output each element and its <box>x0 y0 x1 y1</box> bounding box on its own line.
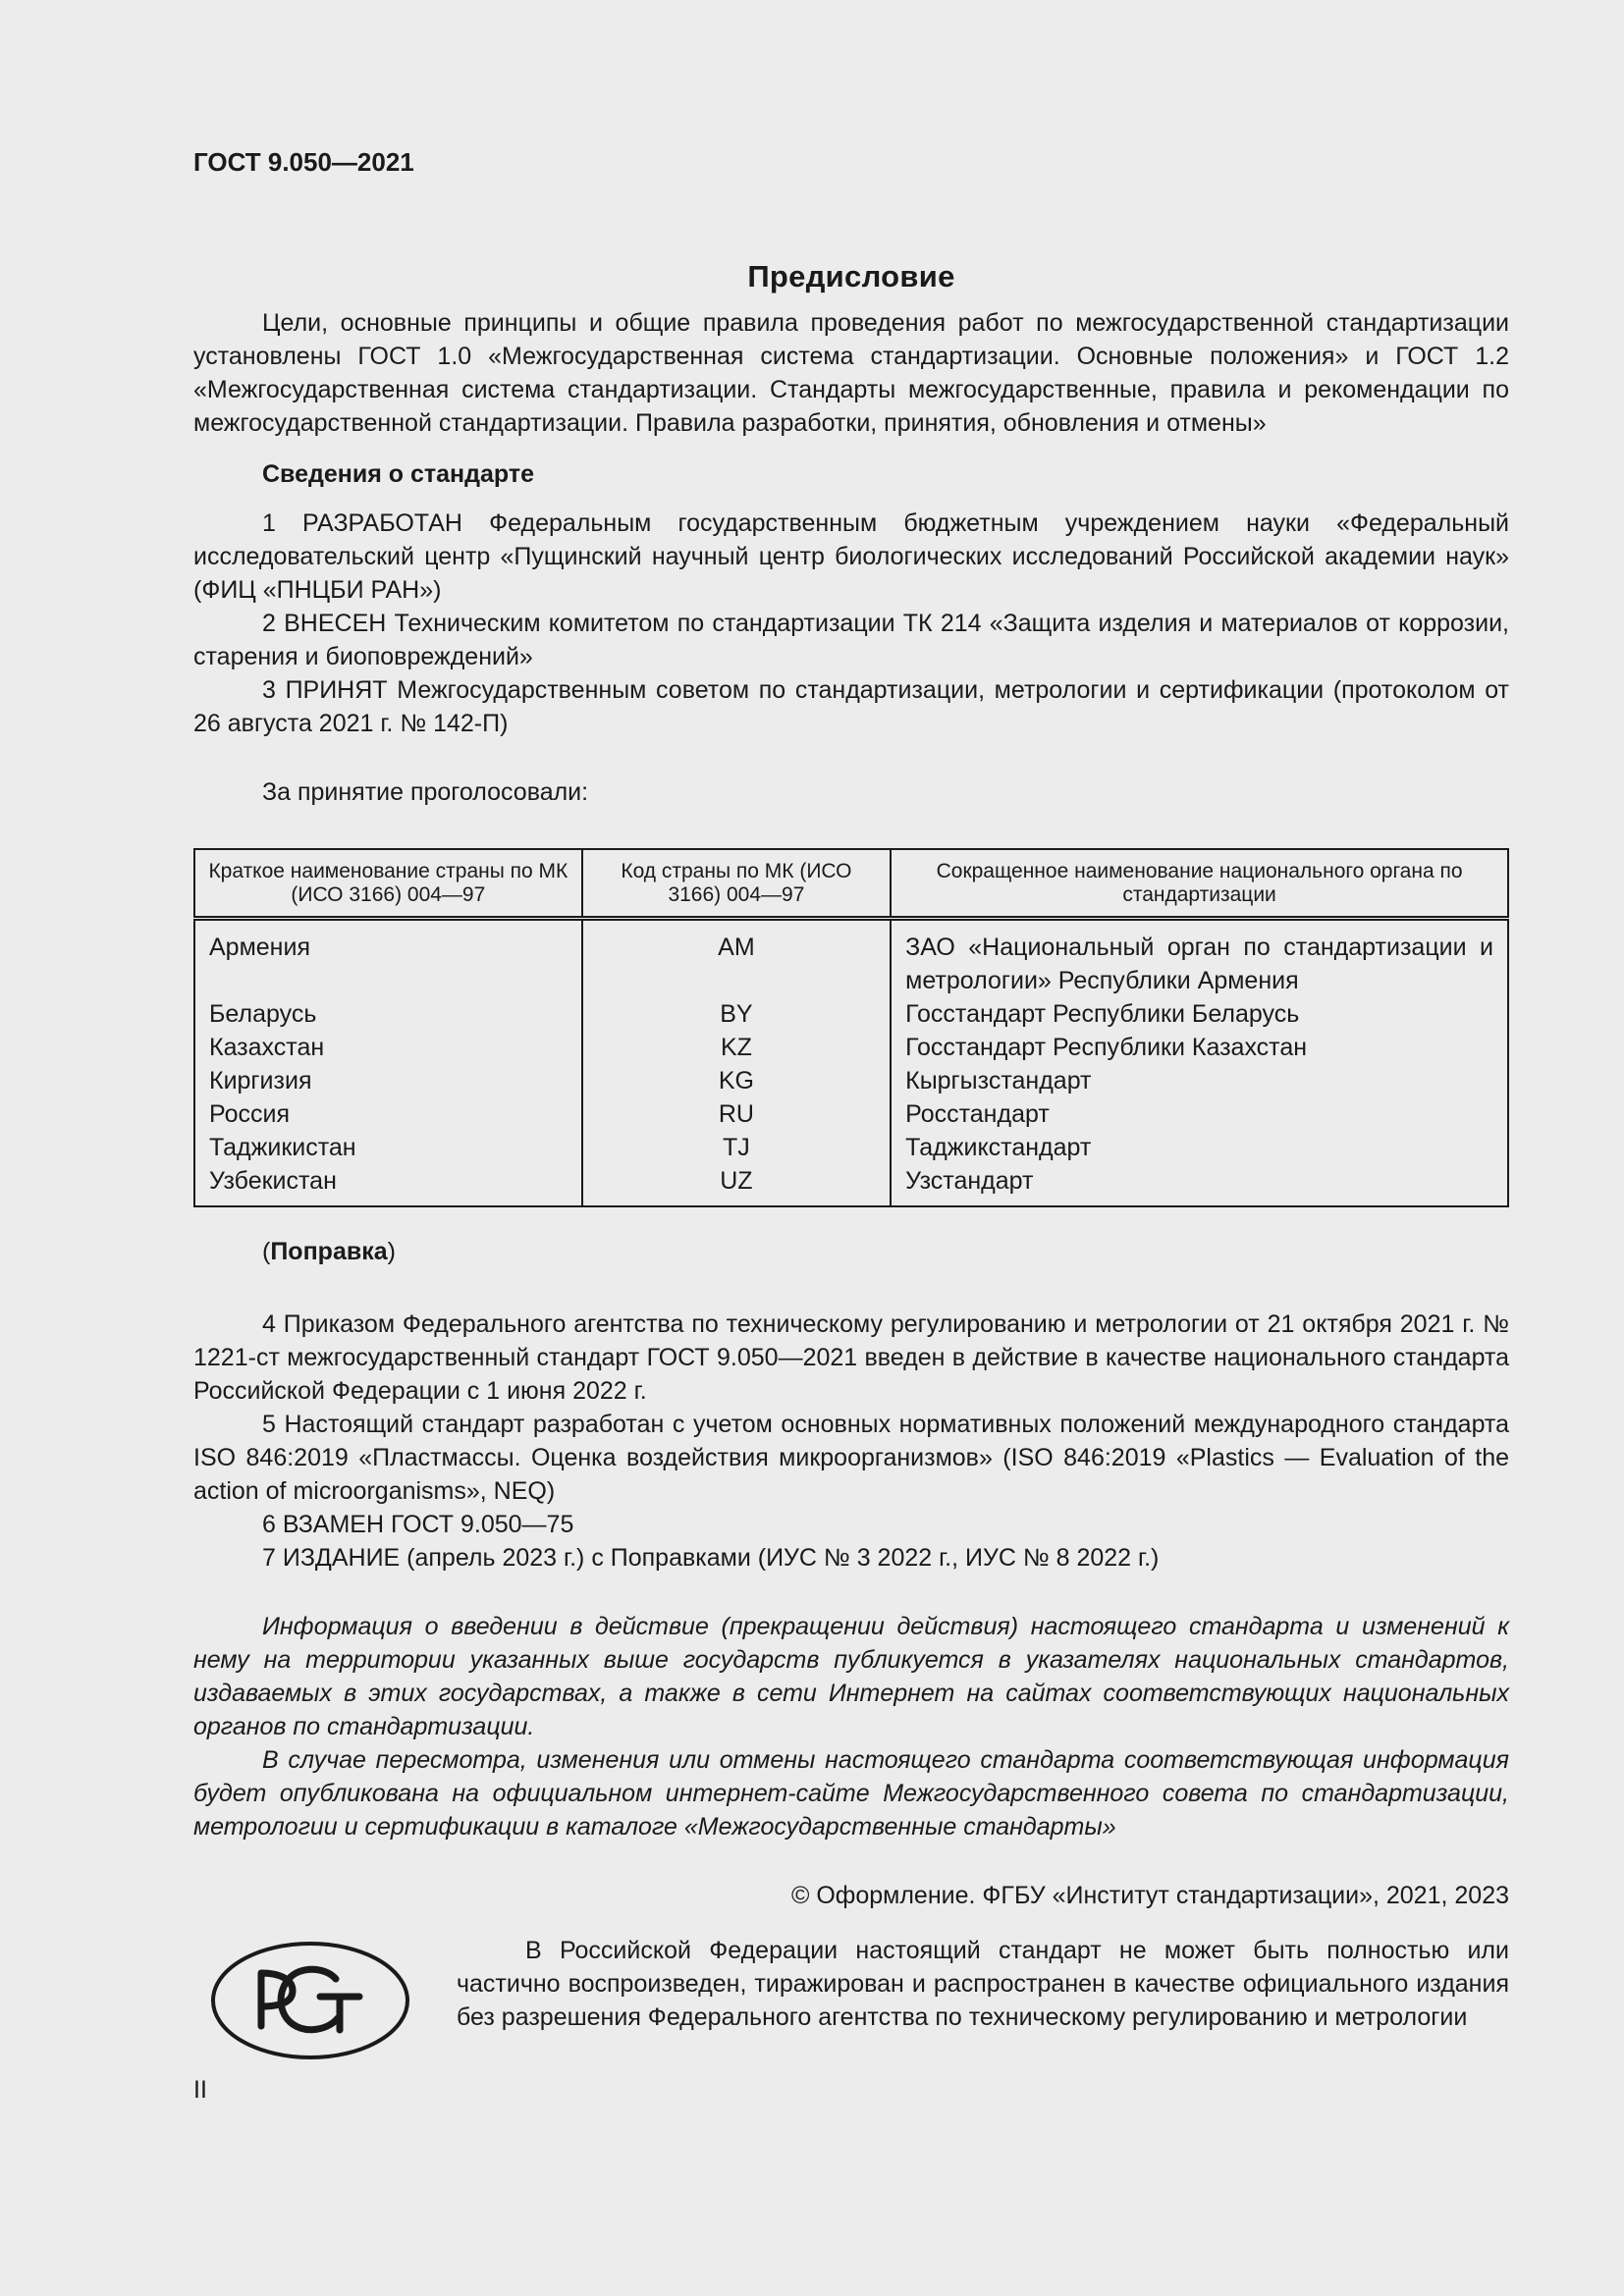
table-row <box>194 1097 1508 1131</box>
page-number: II <box>193 2076 207 2104</box>
voted-label: За принятие проголосовали: <box>262 778 589 806</box>
country-cell: Армения <box>194 919 582 998</box>
info-item-3: 3 ПРИНЯТ Межгосударственным советом по стандартизации, метрологии и сертификации (протоколом от 26 августа 2021 г. № 142-П) <box>193 676 1509 737</box>
code-cell: UZ <box>582 1164 891 1206</box>
item-5: 5 Настоящий стандарт разработан с учетом основных нормативных положений международного стандарта ISO 846:2019 «Пластмассы. Оценка воздействия микроорганизмов» (ISO 846:2019 «Plastics — Evaluation of the action of microorganisms», NEQ) <box>193 1411 1509 1505</box>
body-cell: Таджикстандарт <box>905 1134 1092 1161</box>
body-cell: Кыргызстандарт <box>905 1067 1092 1095</box>
code-cell: KZ <box>582 1031 891 1064</box>
country-cell: Беларусь <box>194 997 582 1031</box>
reproduction-notice: В Российской Федерации настоящий стандарт не может быть полностью или частично воспроизведен, тиражирован и распространен в качестве официального издания без разрешения Федерального агентства по техническому регулированию и метрологии <box>457 1937 1509 2031</box>
table-header-row <box>194 849 1508 919</box>
document-number: ГОСТ 9.050—2021 <box>193 147 414 177</box>
body-cell: Узстандарт <box>905 1167 1034 1195</box>
standard-items <box>193 1308 1509 1575</box>
code-cell: BY <box>582 997 891 1031</box>
page-content <box>193 145 1509 2071</box>
table-row <box>194 997 1508 1031</box>
country-cell: Казахстан <box>194 1031 582 1064</box>
body-cell: Росстандарт <box>905 1100 1050 1128</box>
amendment-open: ( <box>262 1238 271 1265</box>
standard-info-heading: Сведения о стандарте <box>262 460 535 488</box>
copyright-line: © Оформление. ФГБУ «Институт стандартизации», 2021, 2023 <box>790 1882 1509 1909</box>
body-cell: Госстандарт Республики Казахстан <box>905 1034 1308 1061</box>
country-cell: Россия <box>194 1097 582 1131</box>
country-cell: Таджикистан <box>194 1131 582 1164</box>
footer-block <box>193 1934 1509 2071</box>
amendment-close: ) <box>387 1238 396 1265</box>
header-code: Код страны по МК (ИСО 3166) 004—97 <box>582 849 891 919</box>
rst-logo-icon <box>210 1940 410 2061</box>
voting-table <box>193 848 1509 1207</box>
amendment-note <box>193 1235 1509 1268</box>
item-4: 4 Приказом Федерального агентства по техническому регулированию и метрологии от 21 октября 2021 г. № 1221-ст межгосударственный стандарт ГОСТ 9.050—2021 введен в действие в качестве национального стандарта Российской Федерации с 1 июня 2022 г. <box>193 1310 1509 1405</box>
country-cell: Узбекистан <box>194 1164 582 1206</box>
table-row <box>194 1131 1508 1164</box>
body-cell: Госстандарт Республики Беларусь <box>905 1000 1300 1028</box>
header-body: Сокращенное наименование национального органа по стандартизации <box>891 849 1508 919</box>
header-country: Краткое наименование страны по МК (ИСО 3166) 004—97 <box>194 849 582 919</box>
amendment-label: Поправка <box>270 1238 388 1265</box>
table-row <box>194 1031 1508 1064</box>
item-7: 7 ИЗДАНИЕ (апрель 2023 г.) с Поправками (ИУС № 3 2022 г., ИУС № 8 2022 г.) <box>262 1544 1160 1572</box>
page-title: Предисловие <box>747 259 955 294</box>
code-cell: TJ <box>582 1131 891 1164</box>
table-row <box>194 919 1508 998</box>
info-paragraph-2: В случае пересмотра, изменения или отмены настоящего стандарта соответствующая информация будет опубликована на официальном интернет-сайте Межгосударственного совета по стандартизации, метрологии и сертификации в каталоге «Межгосударственные стандарты» <box>193 1746 1509 1841</box>
code-cell: KG <box>582 1064 891 1097</box>
item-6: 6 ВЗАМЕН ГОСТ 9.050—75 <box>262 1511 574 1538</box>
body-cell: ЗАО «Национальный орган по стандартизации и метрологии» Республики Армения <box>905 934 1493 994</box>
intro-paragraph: Цели, основные принципы и общие правила проведения работ по межгосударственной стандартизации установлены ГОСТ 1.0 «Межгосударственная система стандартизации. Основные положения» и ГОСТ 1.2 «Межгосударственная система стандартизации. Стандарты межгосударственные, правила и рекомендации по межгосударственной стандартизации. Правила разработки, принятия, обновления и отмены» <box>193 309 1509 437</box>
country-cell: Киргизия <box>194 1064 582 1097</box>
info-item-1: 1 РАЗРАБОТАН Федеральным государственным бюджетным учреждением науки «Федеральный исследовательский центр «Пущинский научный центр биологических исследований Российской академии наук» (ФИЦ «ПНЦБИ РАН») <box>193 509 1509 604</box>
code-cell: AM <box>582 919 891 998</box>
info-item-2: 2 ВНЕСЕН Техническим комитетом по стандартизации ТК 214 «Защита изделия и материалов от коррозии, старения и биоповреждений» <box>193 610 1509 670</box>
info-paragraph-1: Информация о введении в действие (прекращении действия) настоящего стандарта и изменений к нему на территории указанных выше государств публикуется в указателях национальных стандартов, издаваемых в этих государствах, а также в сети Интернет на сайтах соответствующих национальных органов по стандартизации. <box>193 1613 1509 1740</box>
publication-info <box>193 1610 1509 1843</box>
table-row <box>194 1164 1508 1206</box>
code-cell: RU <box>582 1097 891 1131</box>
table-row <box>194 1064 1508 1097</box>
